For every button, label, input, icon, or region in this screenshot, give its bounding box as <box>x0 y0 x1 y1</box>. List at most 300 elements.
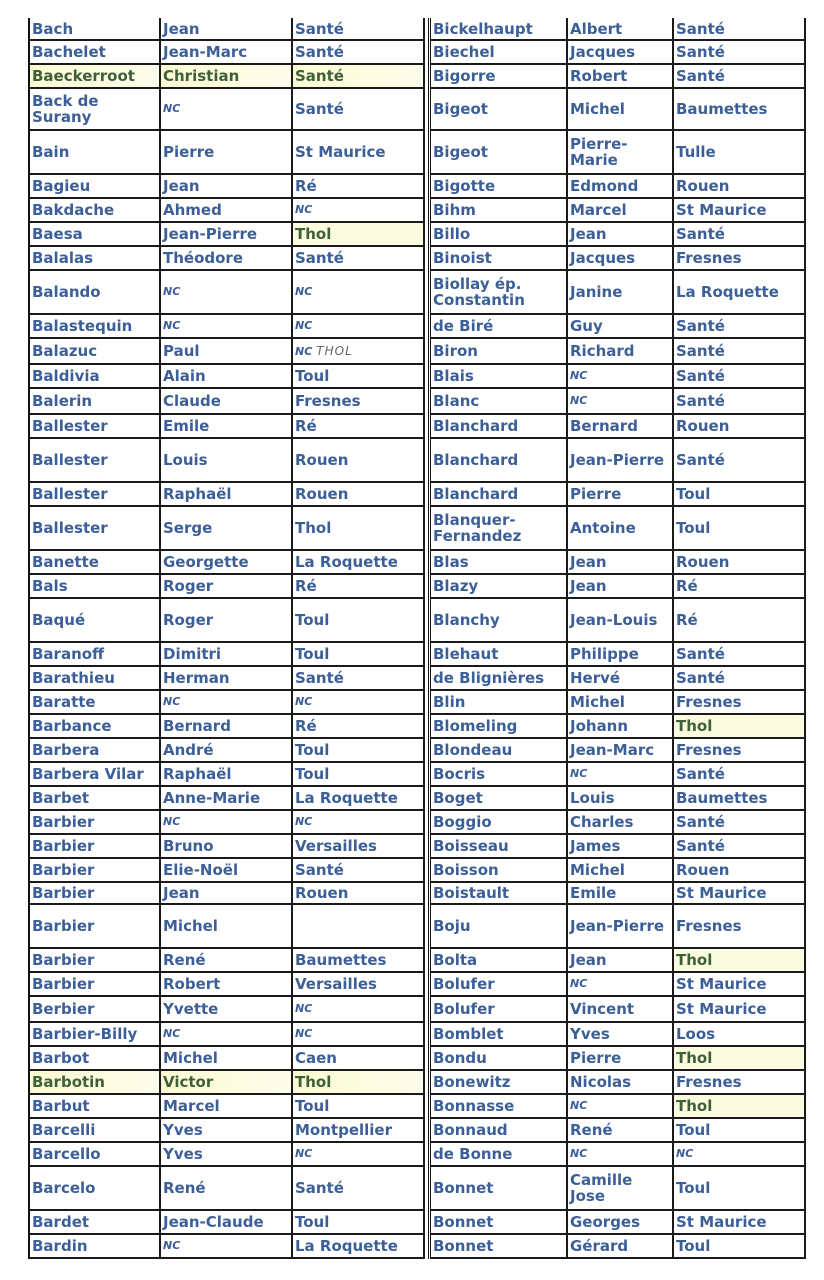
table-row <box>30 904 424 948</box>
table-row <box>30 338 424 364</box>
surname-cell: Ballester <box>30 414 160 438</box>
location-cell: Tulle <box>673 130 805 174</box>
surname-cell: Banette <box>30 550 160 574</box>
table-row <box>30 598 424 642</box>
location-cell: Ré <box>292 414 424 438</box>
surname-cell: Blanchard <box>431 438 567 482</box>
table-row <box>30 88 424 130</box>
firstname-cell: Jean <box>567 550 673 574</box>
table-row <box>30 882 424 904</box>
firstname-cell: Jacques <box>567 246 673 270</box>
location-cell: NC <box>292 270 424 314</box>
firstname-cell: Pierre <box>160 130 292 174</box>
surname-cell: Bonnet <box>431 1234 567 1258</box>
firstname-cell: Ahmed <box>160 198 292 222</box>
firstname-cell: Anne-Marie <box>160 786 292 810</box>
surname-cell: Boju <box>431 904 567 948</box>
table-row <box>30 738 424 762</box>
firstname-cell: NC <box>567 972 673 996</box>
location-cell: Toul <box>292 598 424 642</box>
firstname-cell: Louis <box>567 786 673 810</box>
table-row <box>431 414 805 438</box>
surname-cell: de Bonne <box>431 1142 567 1166</box>
firstname-cell: Jean-Pierre <box>160 222 292 246</box>
firstname-cell: NC <box>160 1234 292 1258</box>
location-cell: NC <box>673 1142 805 1166</box>
location-cell: Santé <box>292 858 424 882</box>
location-cell: Santé <box>673 40 805 64</box>
location-cell: Fresnes <box>292 388 424 414</box>
surname-cell: Bagieu <box>30 174 160 198</box>
firstname-cell: NC <box>160 690 292 714</box>
surname-cell: Barbera <box>30 738 160 762</box>
location-cell: Rouen <box>673 550 805 574</box>
firstname-cell: Jean <box>567 222 673 246</box>
location-cell: Caen <box>292 1046 424 1070</box>
firstname-cell: Jean <box>160 174 292 198</box>
location-cell: Rouen <box>673 858 805 882</box>
location-cell: Ré <box>673 574 805 598</box>
location-cell: Santé <box>673 762 805 786</box>
table-row <box>431 18 805 40</box>
surname-cell: Blas <box>431 550 567 574</box>
surname-cell: Barbier <box>30 810 160 834</box>
table-row <box>30 948 424 972</box>
table-row <box>431 1234 805 1258</box>
location-cell: La Roquette <box>292 1234 424 1258</box>
surname-cell: Bain <box>30 130 160 174</box>
firstname-cell: NC <box>160 314 292 338</box>
location-cell: Santé <box>673 666 805 690</box>
firstname-cell: Jean-Pierre <box>567 904 673 948</box>
table-row <box>431 1094 805 1118</box>
firstname-cell: NC <box>567 364 673 388</box>
surname-cell: Barcello <box>30 1142 160 1166</box>
surname-cell: Barbier-Billy <box>30 1022 160 1046</box>
location-cell <box>292 904 424 948</box>
firstname-cell: Georgette <box>160 550 292 574</box>
surname-cell: Baqué <box>30 598 160 642</box>
surname-cell: Blanchard <box>431 482 567 506</box>
firstname-cell: Roger <box>160 574 292 598</box>
table-row <box>431 64 805 88</box>
surname-cell: Barbier <box>30 948 160 972</box>
location-cell: St Maurice <box>673 1210 805 1234</box>
location-cell: Versailles <box>292 834 424 858</box>
location-cell: Toul <box>673 1234 805 1258</box>
table-row <box>30 506 424 550</box>
firstname-cell: Michel <box>567 88 673 130</box>
firstname-cell: Jean <box>160 882 292 904</box>
table-row <box>431 482 805 506</box>
firstname-cell: Albert <box>567 18 673 40</box>
location-cell: Ré <box>292 174 424 198</box>
table-row <box>30 18 424 40</box>
table-row <box>30 666 424 690</box>
location-cell: Santé <box>292 1166 424 1210</box>
firstname-cell: Michel <box>160 904 292 948</box>
location-cell: Rouen <box>673 414 805 438</box>
firstname-cell: Yves <box>160 1142 292 1166</box>
firstname-cell: Bernard <box>160 714 292 738</box>
firstname-cell: Christian <box>160 64 292 88</box>
location-cell: Santé <box>673 222 805 246</box>
location-cell: Santé <box>673 810 805 834</box>
firstname-cell: Pierre-Marie <box>567 130 673 174</box>
surname-cell: Bolufer <box>431 972 567 996</box>
table-row <box>30 314 424 338</box>
surname-cell: Boistault <box>431 882 567 904</box>
location-cell: Toul <box>292 364 424 388</box>
location-cell: St Maurice <box>292 130 424 174</box>
table-row <box>431 598 805 642</box>
table-row <box>431 246 805 270</box>
location-cell: Santé <box>292 40 424 64</box>
table-row <box>431 364 805 388</box>
left-column <box>28 18 424 1259</box>
surname-cell: Bardin <box>30 1234 160 1258</box>
location-cell: Fresnes <box>673 1070 805 1094</box>
surname-cell: Barcelli <box>30 1118 160 1142</box>
surname-cell: Bickelhaupt <box>431 18 567 40</box>
firstname-cell: Jacques <box>567 40 673 64</box>
location-cell: Rouen <box>292 438 424 482</box>
table-row <box>431 972 805 996</box>
location-cell: Toul <box>673 506 805 550</box>
surname-cell: Bardet <box>30 1210 160 1234</box>
location-cell: Thol <box>673 1094 805 1118</box>
firstname-cell: Bruno <box>160 834 292 858</box>
location-cell: NC <box>292 1022 424 1046</box>
table-row <box>30 574 424 598</box>
table-row <box>431 690 805 714</box>
surname-cell: Balando <box>30 270 160 314</box>
firstname-cell: Serge <box>160 506 292 550</box>
location-cell: Loos <box>673 1022 805 1046</box>
table-row <box>30 714 424 738</box>
right-column <box>428 18 805 1259</box>
firstname-cell: Alain <box>160 364 292 388</box>
location-cell: Versailles <box>292 972 424 996</box>
location-cell: Toul <box>292 738 424 762</box>
location-cell: St Maurice <box>673 972 805 996</box>
firstname-cell: Johann <box>567 714 673 738</box>
surname-cell: Baeckerroot <box>30 64 160 88</box>
surname-cell: Bonnet <box>431 1166 567 1210</box>
surname-cell: Barbera Vilar <box>30 762 160 786</box>
location-cell: NC <box>292 1142 424 1166</box>
table-row <box>30 1234 424 1258</box>
surname-cell: Balerin <box>30 388 160 414</box>
firstname-cell: Guy <box>567 314 673 338</box>
surname-cell: Bachelet <box>30 40 160 64</box>
table-row <box>431 270 805 314</box>
location-cell: Montpellier <box>292 1118 424 1142</box>
location-cell: La Roquette <box>292 550 424 574</box>
surname-cell: Back de Surany <box>30 88 160 130</box>
location-cell: Santé <box>292 88 424 130</box>
location-cell: Santé <box>673 834 805 858</box>
firstname-cell: Marcel <box>567 198 673 222</box>
surname-cell: Binoist <box>431 246 567 270</box>
surname-cell: Boget <box>431 786 567 810</box>
surname-cell: Barbier <box>30 904 160 948</box>
location-cell: Thol <box>673 948 805 972</box>
table-row <box>30 1022 424 1046</box>
firstname-cell: NC <box>567 388 673 414</box>
firstname-cell: NC <box>567 1094 673 1118</box>
surname-cell: Bonnaud <box>431 1118 567 1142</box>
location-cell: Baumettes <box>673 88 805 130</box>
firstname-cell: Jean-Marc <box>567 738 673 762</box>
surname-cell: Barbotin <box>30 1070 160 1094</box>
surname-cell: Bigeot <box>431 130 567 174</box>
firstname-cell: Michel <box>160 1046 292 1070</box>
surname-cell: Bonnasse <box>431 1094 567 1118</box>
table-row <box>431 388 805 414</box>
firstname-cell: Jean <box>567 574 673 598</box>
firstname-cell: Michel <box>567 858 673 882</box>
surname-cell: Bakdache <box>30 198 160 222</box>
firstname-cell: Jean-Pierre <box>567 438 673 482</box>
location-cell: Fresnes <box>673 738 805 762</box>
table-row <box>431 1070 805 1094</box>
surname-cell: Blondeau <box>431 738 567 762</box>
location-cell: Thol <box>673 714 805 738</box>
firstname-cell: NC <box>160 1022 292 1046</box>
surname-cell: Barbot <box>30 1046 160 1070</box>
location-cell: Santé <box>292 18 424 40</box>
firstname-cell: René <box>567 1118 673 1142</box>
surname-cell: Bigeot <box>431 88 567 130</box>
table-row <box>30 438 424 482</box>
table-row <box>431 714 805 738</box>
table-row <box>30 130 424 174</box>
table-row <box>431 762 805 786</box>
surname-cell: Barbier <box>30 882 160 904</box>
table-row <box>30 174 424 198</box>
table-row <box>431 666 805 690</box>
location-cell: Santé <box>673 364 805 388</box>
table-row <box>431 1166 805 1210</box>
firstname-cell: Hervé <box>567 666 673 690</box>
location-cell: Toul <box>673 482 805 506</box>
location-cell: NC <box>292 314 424 338</box>
location-cell: NC <box>292 690 424 714</box>
surname-cell: Blanc <box>431 388 567 414</box>
table-row <box>431 904 805 948</box>
firstname-cell: Jean <box>567 948 673 972</box>
surname-cell: Boggio <box>431 810 567 834</box>
surname-cell: Blin <box>431 690 567 714</box>
firstname-cell: Herman <box>160 666 292 690</box>
firstname-cell: NC <box>160 88 292 130</box>
table-row <box>30 690 424 714</box>
firstname-cell: Bernard <box>567 414 673 438</box>
surname-cell: Blomeling <box>431 714 567 738</box>
firstname-cell: Paul <box>160 338 292 364</box>
location-cell: Toul <box>292 1210 424 1234</box>
table-row <box>431 1142 805 1166</box>
location-cell: Toul <box>673 1166 805 1210</box>
surname-cell: Barbet <box>30 786 160 810</box>
firstname-cell: Robert <box>160 972 292 996</box>
firstname-cell: Pierre <box>567 482 673 506</box>
surname-cell: Balazuc <box>30 338 160 364</box>
table-row <box>30 810 424 834</box>
location-cell: St Maurice <box>673 198 805 222</box>
surname-cell: Baldivia <box>30 364 160 388</box>
table-row <box>30 972 424 996</box>
table-row <box>431 88 805 130</box>
surname-cell: Blehaut <box>431 642 567 666</box>
table-row <box>431 786 805 810</box>
firstname-cell: Marcel <box>160 1094 292 1118</box>
surname-cell: Berbier <box>30 996 160 1022</box>
table-row <box>431 338 805 364</box>
table-row <box>30 786 424 810</box>
table-row <box>30 482 424 506</box>
surname-cell: Ballester <box>30 482 160 506</box>
table-row <box>431 174 805 198</box>
table-row <box>431 506 805 550</box>
location-cell: Fresnes <box>673 904 805 948</box>
surname-cell: Bonnet <box>431 1210 567 1234</box>
table-row <box>30 270 424 314</box>
table-row <box>30 1094 424 1118</box>
firstname-cell: Raphaël <box>160 762 292 786</box>
surname-cell: Biollay ép. Constantin <box>431 270 567 314</box>
table-row <box>431 882 805 904</box>
surname-cell: Biron <box>431 338 567 364</box>
location-cell: Santé <box>292 64 424 88</box>
table-row <box>431 1046 805 1070</box>
table-row <box>431 1118 805 1142</box>
table-row <box>431 574 805 598</box>
surname-cell: Bondu <box>431 1046 567 1070</box>
location-cell: La Roquette <box>292 786 424 810</box>
surname-cell: Bomblet <box>431 1022 567 1046</box>
table-row <box>431 40 805 64</box>
table-row <box>30 246 424 270</box>
firstname-cell: Pierre <box>567 1046 673 1070</box>
table-row <box>431 130 805 174</box>
table-row <box>30 834 424 858</box>
location-cell: Santé <box>673 338 805 364</box>
location-cell: Santé <box>673 388 805 414</box>
location-cell: Ré <box>292 574 424 598</box>
firstname-cell: André <box>160 738 292 762</box>
firstname-cell: Janine <box>567 270 673 314</box>
location-cell: Santé <box>673 642 805 666</box>
table-row <box>30 1046 424 1070</box>
surname-cell: Boisseau <box>431 834 567 858</box>
table-row <box>30 762 424 786</box>
firstname-cell: Jean-Claude <box>160 1210 292 1234</box>
surname-cell: de Biré <box>431 314 567 338</box>
table-row <box>431 314 805 338</box>
firstname-cell: René <box>160 948 292 972</box>
location-cell: Thol <box>292 506 424 550</box>
location-cell: Santé <box>673 18 805 40</box>
location-cell: Ré <box>673 598 805 642</box>
table-row <box>431 738 805 762</box>
surname-cell: Bihm <box>431 198 567 222</box>
table-row <box>431 1210 805 1234</box>
firstname-cell: Yvette <box>160 996 292 1022</box>
surname-cell: Barcelo <box>30 1166 160 1210</box>
firstname-cell: Robert <box>567 64 673 88</box>
surname-cell: Bals <box>30 574 160 598</box>
location-cell: Thol <box>292 1070 424 1094</box>
surname-cell: Ballester <box>30 506 160 550</box>
table-row <box>431 550 805 574</box>
location-cell: Ré <box>292 714 424 738</box>
surname-cell: Blazy <box>431 574 567 598</box>
surname-cell: Blanchard <box>431 414 567 438</box>
table-row <box>30 388 424 414</box>
firstname-cell: NC <box>160 810 292 834</box>
firstname-cell: Yves <box>160 1118 292 1142</box>
table-row <box>431 996 805 1022</box>
firstname-cell: Charles <box>567 810 673 834</box>
table-row <box>30 1118 424 1142</box>
surname-cell: Bolufer <box>431 996 567 1022</box>
firstname-cell: Gérard <box>567 1234 673 1258</box>
firstname-cell: Jean-Marc <box>160 40 292 64</box>
table-row <box>431 834 805 858</box>
location-cell: Thol <box>292 222 424 246</box>
table-row <box>431 948 805 972</box>
location-cell: Rouen <box>292 482 424 506</box>
surname-cell: Blanchy <box>431 598 567 642</box>
surname-cell: Baesa <box>30 222 160 246</box>
firstname-cell: Elie-Noël <box>160 858 292 882</box>
surname-cell: Blanquer-Fernandez <box>431 506 567 550</box>
location-cell: Rouen <box>292 882 424 904</box>
firstname-cell: Emile <box>160 414 292 438</box>
surname-cell: Bigotte <box>431 174 567 198</box>
location-cell: Santé <box>673 64 805 88</box>
table-row <box>30 550 424 574</box>
location-cell: NC <box>292 810 424 834</box>
location-cell: Santé <box>292 666 424 690</box>
left-table <box>30 18 425 1259</box>
surname-cell: Barbier <box>30 972 160 996</box>
location-cell: Santé <box>673 438 805 482</box>
firstname-cell: Dimitri <box>160 642 292 666</box>
firstname-cell: Roger <box>160 598 292 642</box>
firstname-cell: Jean-Louis <box>567 598 673 642</box>
table-row <box>30 198 424 222</box>
table-row <box>30 1070 424 1094</box>
firstname-cell: Edmond <box>567 174 673 198</box>
table-row <box>431 858 805 882</box>
table-row <box>30 1210 424 1234</box>
location-cell: Rouen <box>673 174 805 198</box>
location-cell: St Maurice <box>673 996 805 1022</box>
surname-cell: Barbut <box>30 1094 160 1118</box>
location-cell: Thol <box>673 1046 805 1070</box>
handwritten-note: THOL <box>316 343 353 358</box>
firstname-cell: René <box>160 1166 292 1210</box>
surname-cell: Balalas <box>30 246 160 270</box>
firstname-cell: Philippe <box>567 642 673 666</box>
location-cell: Santé <box>673 314 805 338</box>
right-table <box>431 18 806 1259</box>
surname-cell: Boisson <box>431 858 567 882</box>
firstname-cell: James <box>567 834 673 858</box>
